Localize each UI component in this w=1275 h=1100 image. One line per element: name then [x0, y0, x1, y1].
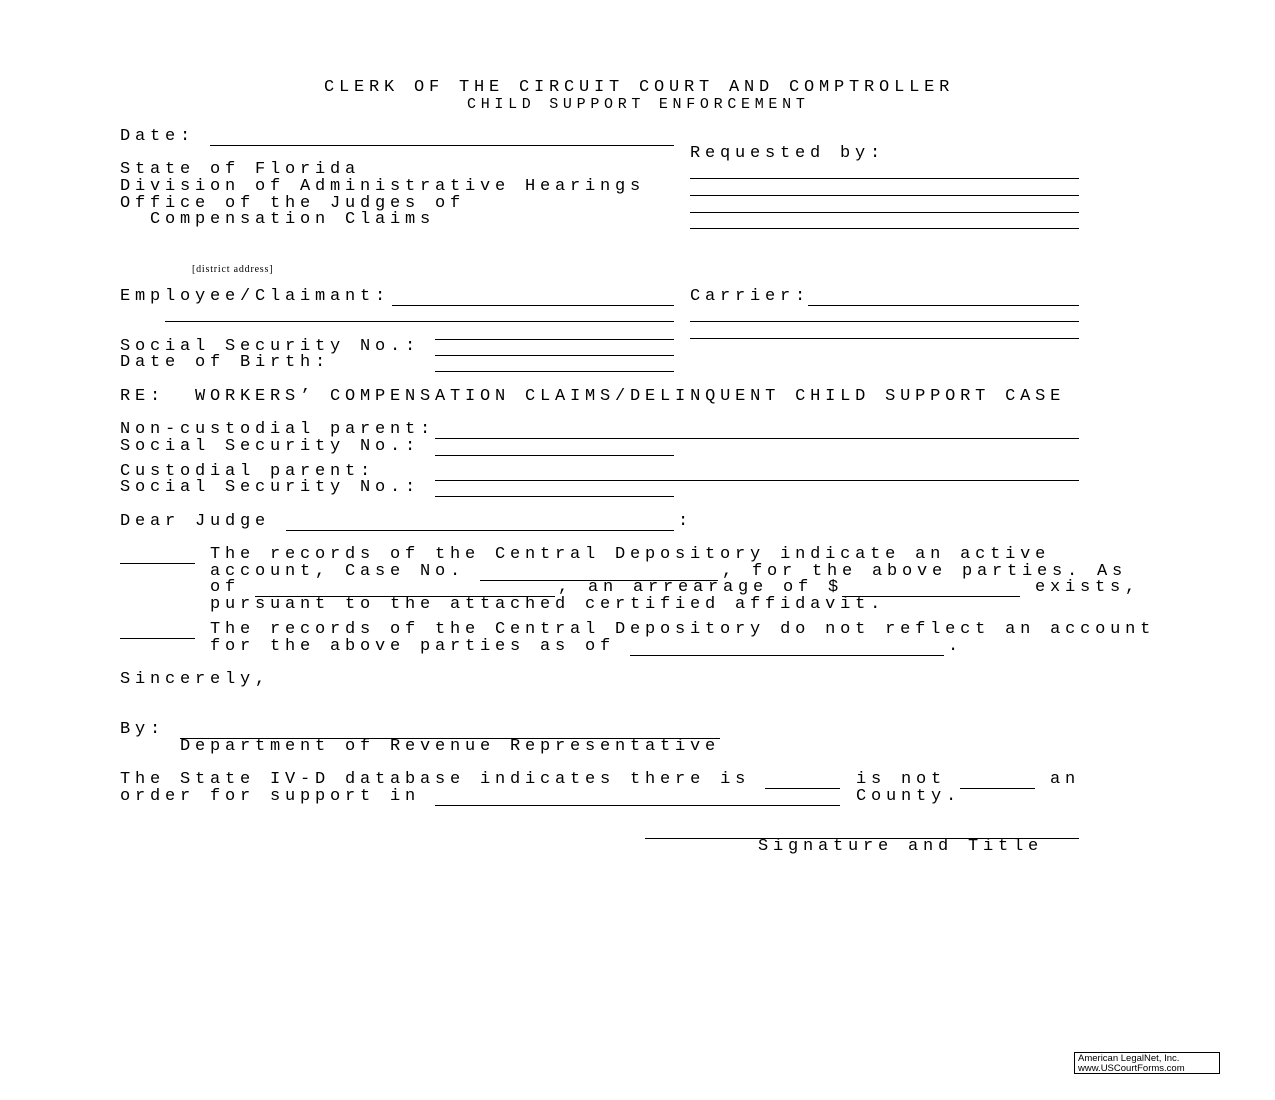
is-not-checkline[interactable]: [960, 788, 1035, 789]
carrier-label: Carrier:: [690, 287, 811, 306]
custodial-ssn-label: Social Security No.:: [120, 478, 421, 497]
ssn-field[interactable]: [435, 355, 674, 356]
para1-line: pursuant to the attached certified affidavit.: [210, 595, 886, 614]
requested-by-label: Requested by:: [690, 144, 886, 163]
judge-name-field[interactable]: [286, 530, 674, 531]
address-line: Compensation Claims: [120, 210, 436, 229]
sincerely: Sincerely,: [120, 670, 271, 689]
ssn-label: Social Security No.:: [120, 337, 421, 356]
carrier-field-3[interactable]: [690, 338, 1079, 339]
is-checkline[interactable]: [765, 788, 840, 789]
ivd-line: The State IV-D database indicates there is: [120, 770, 751, 789]
para1-line: , an arrearage of $: [558, 578, 844, 597]
address-line: Division of Administrative Hearings: [120, 177, 646, 196]
by-label: By:: [120, 720, 166, 739]
option-2-checkline[interactable]: [120, 638, 195, 639]
ssn-field-top[interactable]: [435, 339, 674, 340]
carrier-field-2[interactable]: [690, 321, 1079, 322]
address-line: State of Florida: [120, 160, 361, 179]
signature-title-label: Signature and Title: [758, 837, 1044, 856]
requested-by-line-2[interactable]: [690, 195, 1079, 196]
period: .: [948, 637, 964, 656]
noncustodial-ssn-label: Social Security No.:: [120, 437, 421, 456]
requested-by-line-4[interactable]: [690, 228, 1079, 229]
noncustodial-label: Non-custodial parent:: [120, 420, 436, 439]
para2-line: for the above parties as of: [210, 637, 616, 656]
para1-line: The records of the Central Depository indicate an active: [210, 545, 1051, 564]
dob-field[interactable]: [435, 371, 674, 372]
publisher-footer: [1074, 1052, 1220, 1074]
form-subtitle: CHILD SUPPORT ENFORCEMENT: [467, 96, 810, 113]
requested-by-line-3[interactable]: [690, 212, 1079, 213]
employee-field[interactable]: [392, 305, 674, 306]
district-address: [district address]: [192, 264, 274, 275]
para1-line: of: [210, 578, 241, 597]
address-line: Office of the Judges of: [120, 194, 466, 213]
colon: :: [678, 512, 694, 531]
ivd-line: County.: [856, 787, 962, 806]
noncustodial-ssn-field[interactable]: [435, 455, 674, 456]
ivd-line: is not: [856, 770, 947, 789]
ivd-line: order for support in: [120, 787, 421, 806]
custodial-field[interactable]: [435, 480, 1079, 481]
requested-by-line-1[interactable]: [690, 178, 1079, 179]
carrier-field[interactable]: [808, 305, 1079, 306]
para1-line: account, Case No.: [210, 562, 466, 581]
dor-representative: Department of Revenue Representative: [180, 737, 721, 756]
form-title: CLERK OF THE CIRCUIT COURT AND COMPTROLLER: [324, 78, 955, 97]
para1-line: exists,: [1035, 578, 1141, 597]
dob-label: Date of Birth:: [120, 353, 331, 372]
para1-line: , for the above parties. As: [722, 562, 1128, 581]
option-1-checkline[interactable]: [120, 563, 195, 564]
no-account-date-field[interactable]: [630, 655, 944, 656]
custodial-ssn-field[interactable]: [435, 496, 674, 497]
date-field[interactable]: [210, 145, 674, 146]
para2-line: The records of the Central Depository do not reflect an account: [210, 620, 1156, 639]
re-line: RE: WORKERS’ COMPENSATION CLAIMS/DELINQUENT CHILD SUPPORT CASE: [120, 387, 1066, 406]
county-field[interactable]: [435, 805, 840, 806]
date-label: Date:: [120, 127, 196, 146]
footer-line: American LegalNet, Inc.: [1078, 1053, 1180, 1064]
employee-label: Employee/Claimant:: [120, 287, 391, 306]
noncustodial-field[interactable]: [435, 438, 1079, 439]
dear-judge: Dear Judge: [120, 512, 271, 531]
employee-field-2[interactable]: [165, 321, 674, 322]
ivd-line: an: [1050, 770, 1081, 789]
custodial-label: Custodial parent:: [120, 462, 376, 481]
footer-line: www.USCourtForms.com: [1078, 1063, 1185, 1074]
